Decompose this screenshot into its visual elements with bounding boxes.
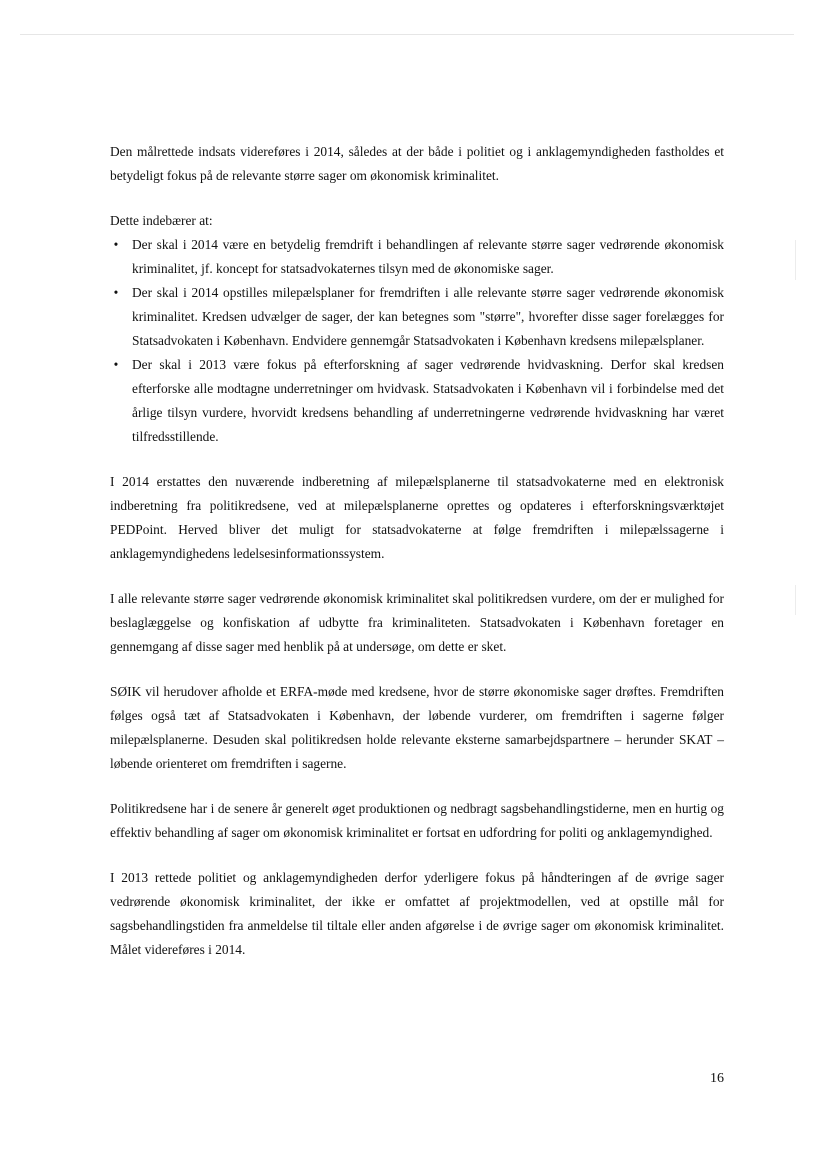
list-item — [110, 233, 724, 281]
top-scan-rule — [20, 34, 794, 35]
list-intro: Dette indebærer at: — [110, 213, 213, 228]
page-number: 16 — [710, 1071, 724, 1086]
bullet-icon: • — [113, 357, 119, 372]
body-paragraph: I 2014 erstattes den nuværende indberetning af milepælsplanerne til statsadvokaterne med en elektronisk indberetning fra politikredsene, ved at milepælsplanerne oprettes og opdateres i efterforskningsværktøjet PEDPoint. Herved bliver det muligt for statsadvokaterne at følge fremdriften i milepælssagerne i anklagemyndighedens ledelsesinformationssystem. — [110, 474, 724, 561]
list-item-text: Der skal i 2013 være fokus på efterforskning af sager vedrørende hvidvaskning. Derfor skal kredsen efterforske alle modtagne underretninger om hvidvask. Statsadvokaten i København vil i forbindelse med det årlige tilsyn vurdere, hvorvidt kredsens behandling af underretningerne vedrørende hvidvaskning har været tilfredsstillende. — [132, 357, 724, 444]
body-paragraph: I 2013 rettede politiet og anklagemyndigheden derfor yderligere fokus på håndteringen af de øvrige sager vedrørende økonomisk kriminalitet, der ikke er omfattet af projektmodellen, ved at opstille mål for sagsbehandlingstiden fra anmeldelse til tiltale eller anden afgørelse i de øvrige sager om økonomisk kriminalitet. Målet videreføres i 2014. — [110, 870, 724, 957]
bullet-icon: • — [113, 237, 119, 252]
bullet-list — [110, 233, 724, 449]
scan-edge-mark — [795, 240, 796, 280]
body-paragraph: Politikredsene har i de senere år generelt øget produktionen og nedbragt sagsbehandlingstiderne, men en hurtig og effektiv behandling af sager om økonomisk kriminalitet er fortsat en udfordring for politi og anklagemyndighed. — [110, 801, 724, 840]
bullet-icon: • — [113, 285, 119, 300]
scan-edge-mark — [795, 585, 796, 615]
intro-paragraph: Den målrettede indsats videreføres i 2014, således at der både i politiet og i anklagemyndigheden fastholdes et betydeligt fokus på de relevante større sager om økonomisk kriminalitet. — [110, 144, 724, 183]
document-body — [110, 140, 724, 983]
body-paragraph: I alle relevante større sager vedrørende økonomisk kriminalitet skal politikredsen vurdere, om der er mulighed for beslaglæggelse og konfiskation af udbytte fra kriminaliteten. Statsadvokaten i København foretager en gennemgang af disse sager med henblik på at undersøge, om dette er sket. — [110, 591, 724, 654]
list-item — [110, 281, 724, 353]
list-item — [110, 353, 724, 449]
list-item-text: Der skal i 2014 være en betydelig fremdrift i behandlingen af relevante større sager vedrørende økonomisk kriminalitet, jf. koncept for statsadvokaternes tilsyn med de økonomiske sager. — [132, 237, 724, 276]
body-paragraph: SØIK vil herudover afholde et ERFA-møde med kredsene, hvor de større økonomiske sager drøftes. Fremdriften følges også tæt af Statsadvokaten i København, der løbende vurderer, om fremdriften i sagerne følger milepælsplanerne. Desuden skal politikredsen holde relevante eksterne samarbejdspartnere – herunder SKAT – løbende orienteret om fremdriften i sagerne. — [110, 684, 724, 771]
list-item-text: Der skal i 2014 opstilles milepælsplaner for fremdriften i alle relevante større sager vedrørende økonomisk kriminalitet. Kredsen udvælger de sager, der kan betegnes som "større", hvorefter disse sager forelægges for Statsadvokaten i København. Endvidere gennemgår Statsadvokaten i København kredsens milepælsplaner. — [132, 285, 724, 348]
